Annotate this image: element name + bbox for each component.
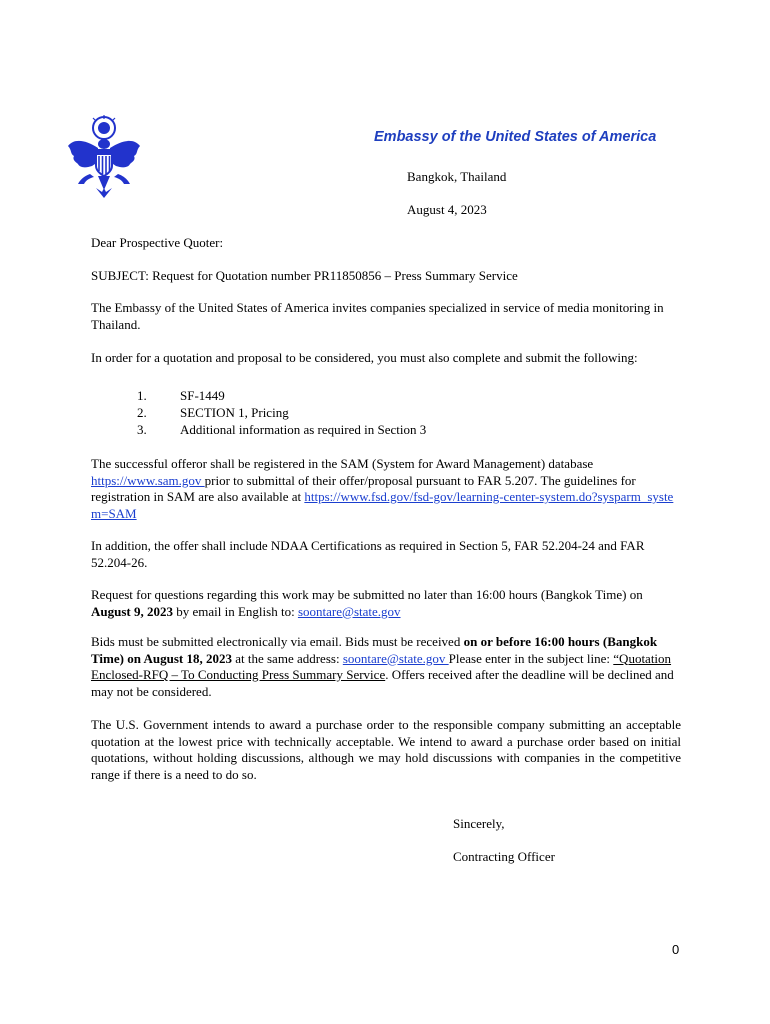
- page-number: 0: [672, 942, 680, 957]
- bids-email-link[interactable]: soontare@state.gov: [342, 650, 449, 666]
- embassy-title: Embassy of the United States of America: [374, 129, 657, 145]
- questions-email-link[interactable]: soontare@state.gov: [297, 603, 401, 619]
- required-subject-line: “Quotation Enclosed-RFQ – To Conducting Press Summary Service: [91, 650, 672, 682]
- great-seal-eagle-icon: [66, 114, 142, 198]
- list-item: 1. SF-1449: [137, 388, 225, 403]
- intro-paragraph: The Embassy of the United States of America invites companies specialized in service of media monitoring in Thailand.: [91, 300, 664, 332]
- fsd-link[interactable]: https://www.fsd.gov/fsd-gov/learning-center-system.do?sysparm_system=SAM: [91, 489, 674, 521]
- award-paragraph: The U.S. Government intends to award a purchase order to the responsible company submitting an acceptable quotation at the lowest price with technically acceptable. We intend to award a purchase order based on initial quotations, without holding discussions, although we may hold discussions with companies in the competitive range if there is a need to do so.: [91, 717, 681, 782]
- bids-paragraph: Bids must be submitted electronically via email. Bids must be received on or before 16:00 hours (Bangkok Time) on August 18, 2023 at the same address: soontare@state.gov Please enter in the subject line: “Quotation Enclosed-RFQ – To Conducting Press Summary Service. Offers received after the deadline will be declined and may not be considered.: [91, 634, 674, 699]
- list-item: 3. Additional information as required in Section 3: [137, 422, 427, 437]
- sam-link[interactable]: https://www.sam.gov: [91, 472, 205, 488]
- ndaa-paragraph: In addition, the offer shall include NDAA Certifications as required in Section 5, FAR 52.204-24 and FAR 52.204-26.: [91, 538, 645, 570]
- bids-deadline: on or before 16:00 hours (Bangkok Time) on August 18, 2023: [91, 634, 658, 666]
- requirements-list: [137, 387, 426, 438]
- questions-deadline: August 9, 2023: [91, 603, 173, 619]
- signer-title: Contracting Officer: [453, 849, 555, 864]
- location: Bangkok, Thailand: [407, 169, 507, 184]
- list-item: 2. SECTION 1, Pricing: [137, 405, 289, 420]
- questions-paragraph: Request for questions regarding this work may be submitted no later than 16:00 hours (Bangkok Time) on August 9, 2023 by email in English to: soontare@state.gov: [91, 587, 643, 619]
- letter-date: August 4, 2023: [407, 202, 487, 217]
- closing-sincerely: Sincerely,: [453, 816, 505, 831]
- subject-line: SUBJECT: Request for Quotation number PR11850856 – Press Summary Service: [91, 268, 518, 283]
- sam-paragraph: The successful offeror shall be registered in the SAM (System for Award Management) database https://www.sam.gov prior to submittal of their offer/proposal pursuant to FAR 5.207. The guidelines for registration in SAM are also available at https://www.fsd.gov/fsd-gov/learning-center-system.do?sysparm_system=SAM: [91, 456, 674, 521]
- requirements-intro: In order for a quotation and proposal to be considered, you must also complete and submit the following:: [91, 350, 638, 365]
- salutation: Dear Prospective Quoter:: [91, 235, 224, 250]
